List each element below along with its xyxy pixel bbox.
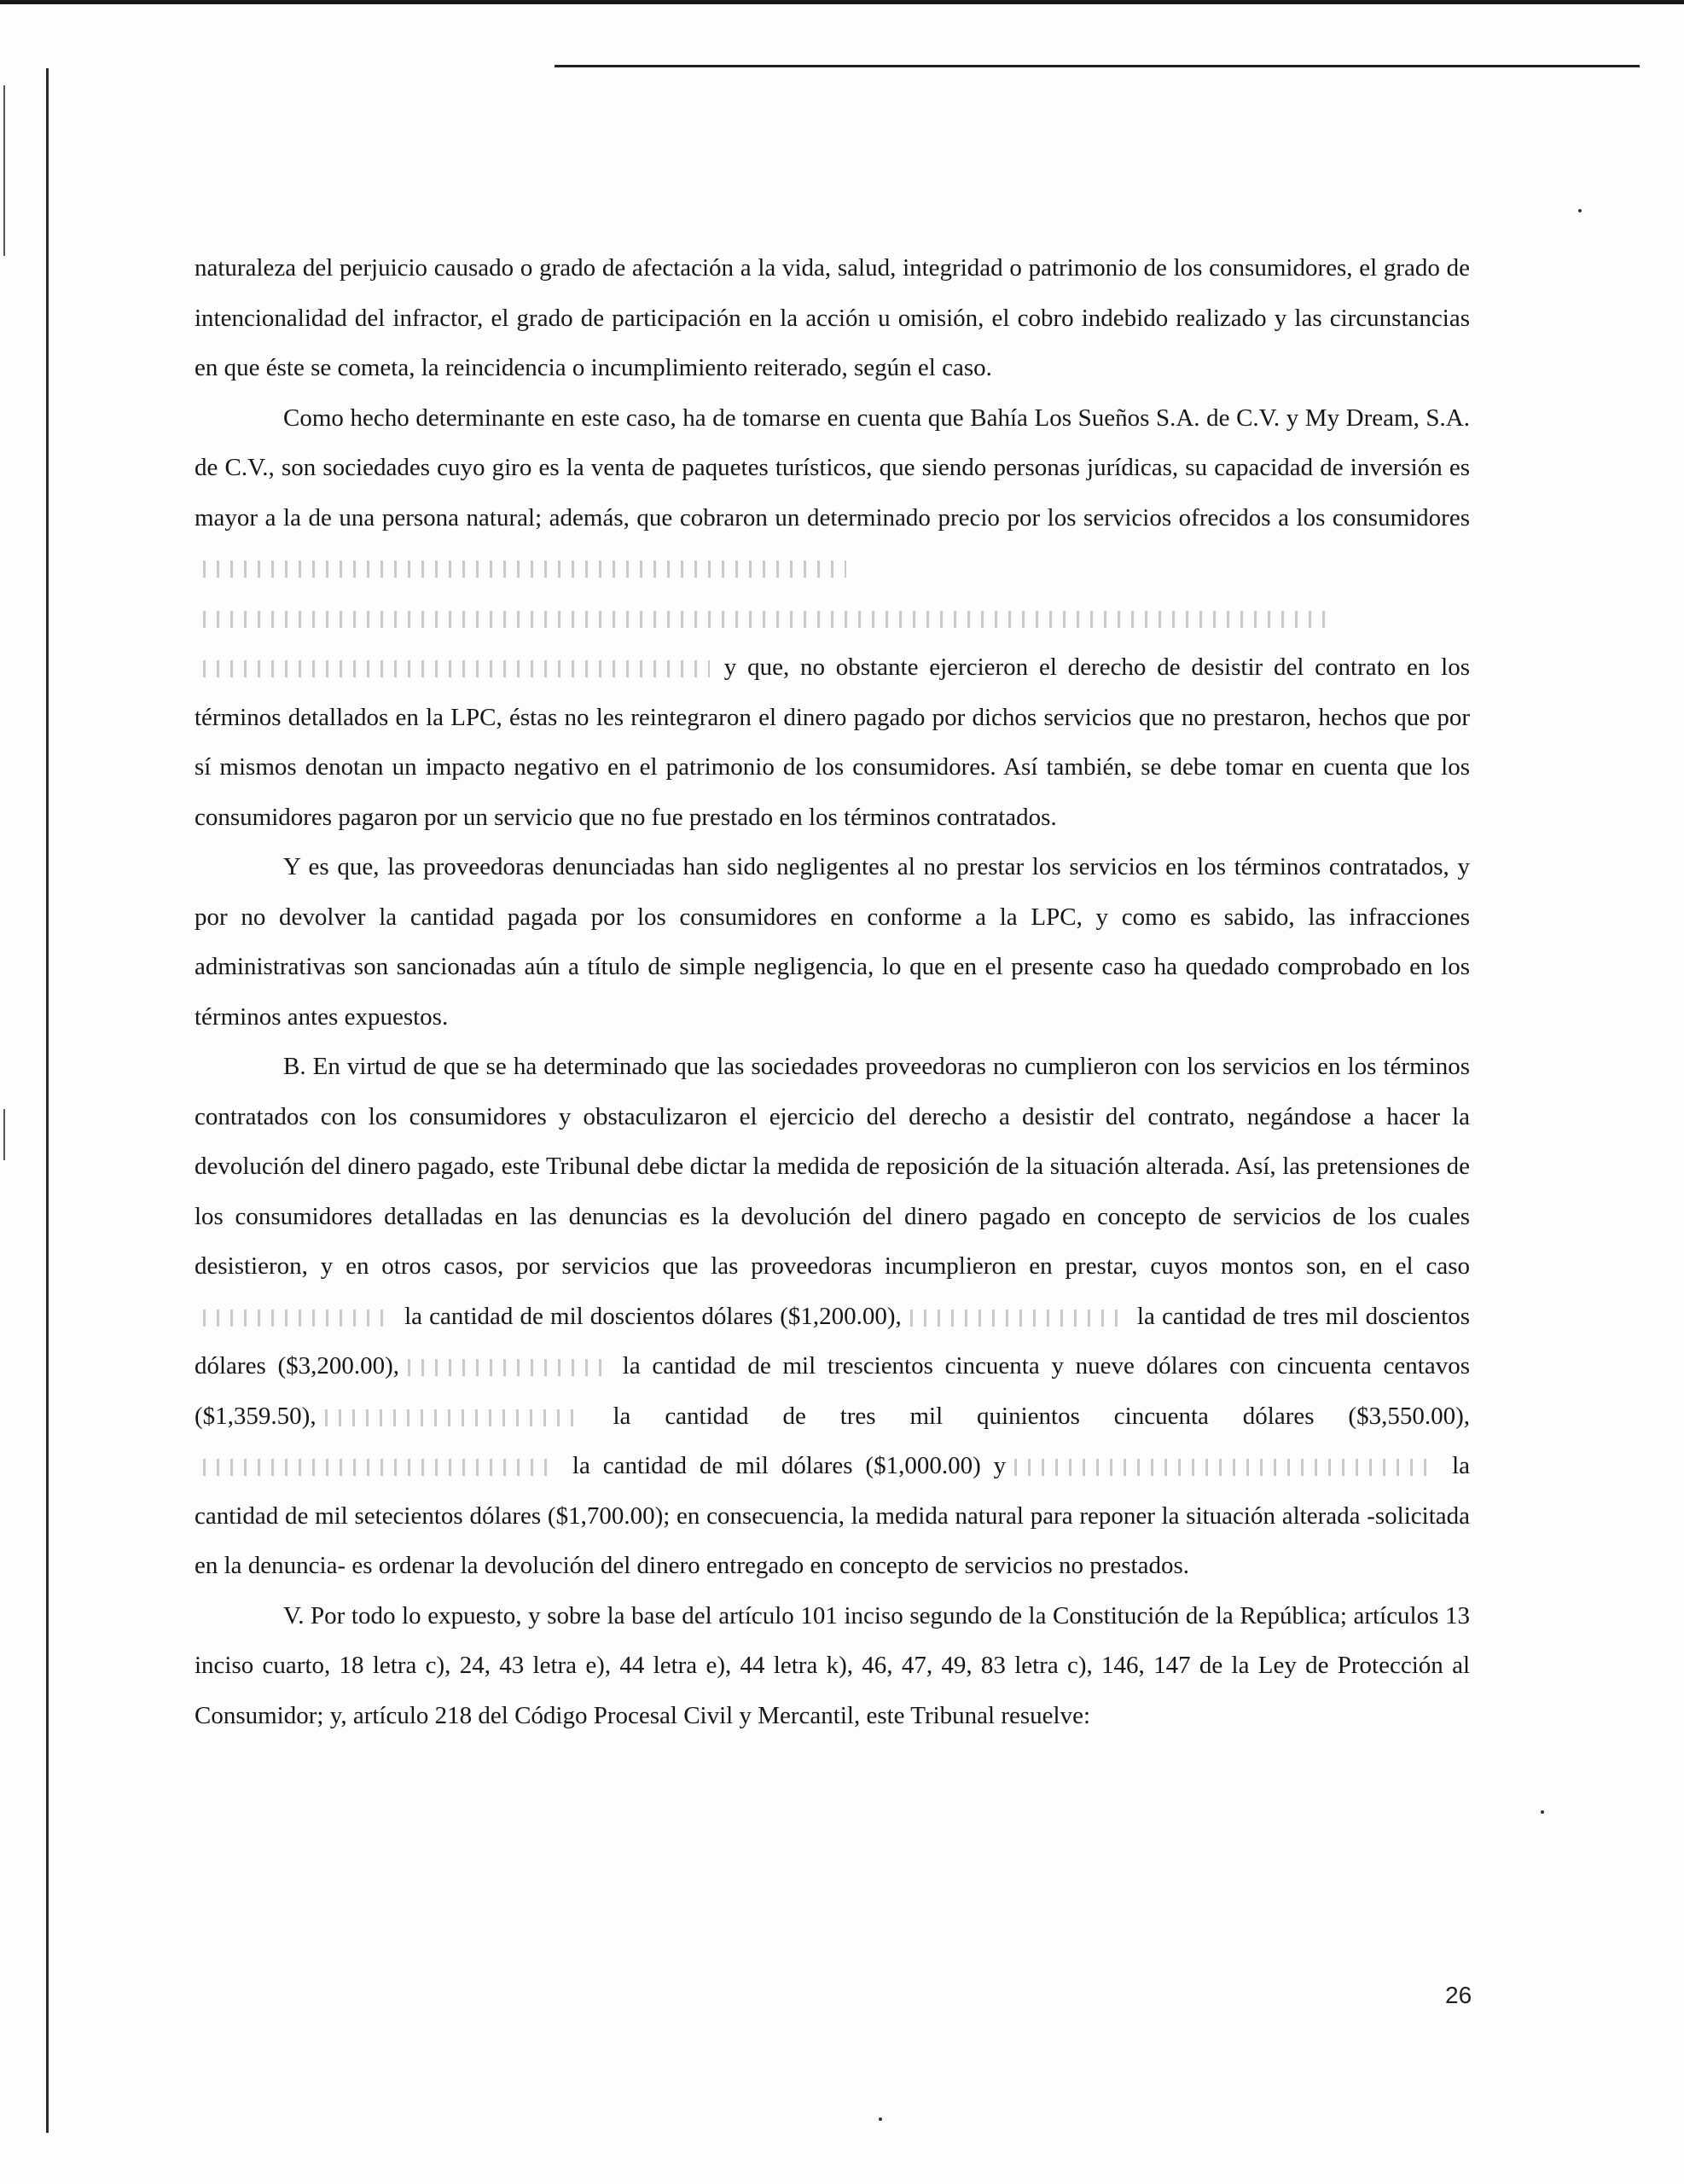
scan-speck (879, 2117, 882, 2121)
header-rule (555, 65, 1640, 67)
amount-text: la cantidad de mil setecientos dólares ($1,700.00); en consecuencia, la medida natural para reponer la situación alterada -solicitada en la denuncia- es ordenar la devolución del dinero entregado en concepto de servicios no prestados. (195, 1452, 1471, 1579)
redacted-text (198, 660, 710, 677)
redacted-text (198, 1459, 556, 1476)
scan-speck (1541, 1810, 1544, 1814)
paragraph (195, 393, 1470, 843)
scan-border-top (0, 0, 1684, 4)
paragraph-text: Como hecho determinante en este caso, ha de tomarse en cuenta que Bahía Los Sueños S.A. de C.V. y My Dream, S.A. de C.V., son sociedades cuyo giro es la venta de paquetes turísticos, que siendo personas jurídicas, su capacidad de inversión es mayor a la de una persona natural; además, que cobraron un determinado precio por los servicios ofrecidos a los consumidores (195, 404, 1470, 531)
redacted-text (905, 1310, 1127, 1327)
amount-text: la cantidad de mil trescientos cincuenta y nueve dólares con cincuenta centavos ($1,359.50), (195, 1352, 1471, 1430)
paragraph: naturaleza del perjuicio causado o grado de afectación a la vida, salud, integridad o patrimonio de los consumidores, el grado de intencionalidad del infractor, el grado de participación en la acción u omisión, el cobro indebido realizado y las circunstancias en que éste se cometa, la reincidencia o incumplimiento reiterado, según el caso. (195, 254, 1470, 381)
amount-text: la cantidad de mil dólares ($1,000.00) y (572, 1452, 1007, 1479)
redacted-text (403, 1359, 607, 1376)
amount-text: la cantidad de mil doscientos dólares ($1,200.00), (404, 1302, 902, 1330)
scan-edge-mark (3, 85, 5, 256)
body-text (195, 243, 1470, 1740)
amount-text: la cantidad de tres mil quinientos cincuenta dólares ($3,550.00), (613, 1402, 1471, 1430)
redacted-text (198, 1310, 394, 1327)
paragraph-text: y que, no obstante ejercieron el derecho de desistir del contrato en los términos detallados en la LPC, éstas no les reintegraron el dinero pagado por dichos servicios que no prestaron, hechos que por sí mismos denotan un impacto negativo en el patrimonio de los consumidores. Así también, se debe tomar en cuenta que los consumidores pagaron por un servicio que no fue prestado en los términos contratados. (195, 653, 1470, 831)
page-number: 26 (1445, 1982, 1472, 2008)
scan-edge-mark (3, 1109, 5, 1160)
paragraph: V. Por todo lo expuesto, y sobre la base del artículo 101 inciso segundo de la Constitución de la República; artículos 13 inciso cuarto, 18 letra c), 24, 43 letra e), 44 letra e), 44 letra k), 46, 47, 49, 83 letra c), 146, 147 de la Ley de Protección al Consumidor; y, artículo 218 del Código Procesal Civil y Mercantil, este Tribunal resuelve: (195, 1601, 1470, 1729)
scan-binding-edge (46, 68, 49, 2133)
paragraph-text: B. En virtud de que se ha determinado que las sociedades proveedoras no cumplieron con los servicios en los términos contratados con los consumidores y obstaculizaron el ejercicio del derecho a desistir del contrato, negándose a hacer la devolución del dinero pagado, este Tribunal debe dictar la medida de reposición de la situación alterada. Así, las pretensiones de los consumidores detalladas en las denuncias es la devolución del dinero pagado en concepto de servicios de los cuales desistieron, y en otros casos, por servicios que las proveedoras incumplieron en prestar, cuyos montos son, en el caso (195, 1053, 1470, 1280)
amount-text: la cantidad de tres mil doscientos dólares ($3,200.00), (195, 1302, 1471, 1380)
redacted-text (320, 1409, 576, 1426)
scan-speck (1578, 209, 1582, 212)
redacted-text (198, 611, 1333, 628)
redacted-text (1009, 1459, 1436, 1476)
redacted-text (198, 561, 846, 578)
paragraph: Y es que, las proveedoras denunciadas han sido negligentes al no prestar los servicios en los términos contratados, y por no devolver la cantidad pagada por los consumidores en conforme a la LPC, y como es sabido, las infracciones administrativas son sancionadas aún a título de simple negligencia, lo que en el presente caso ha quedado comprobado en los términos antes expuestos. (195, 853, 1470, 1031)
paragraph (195, 1042, 1470, 1591)
